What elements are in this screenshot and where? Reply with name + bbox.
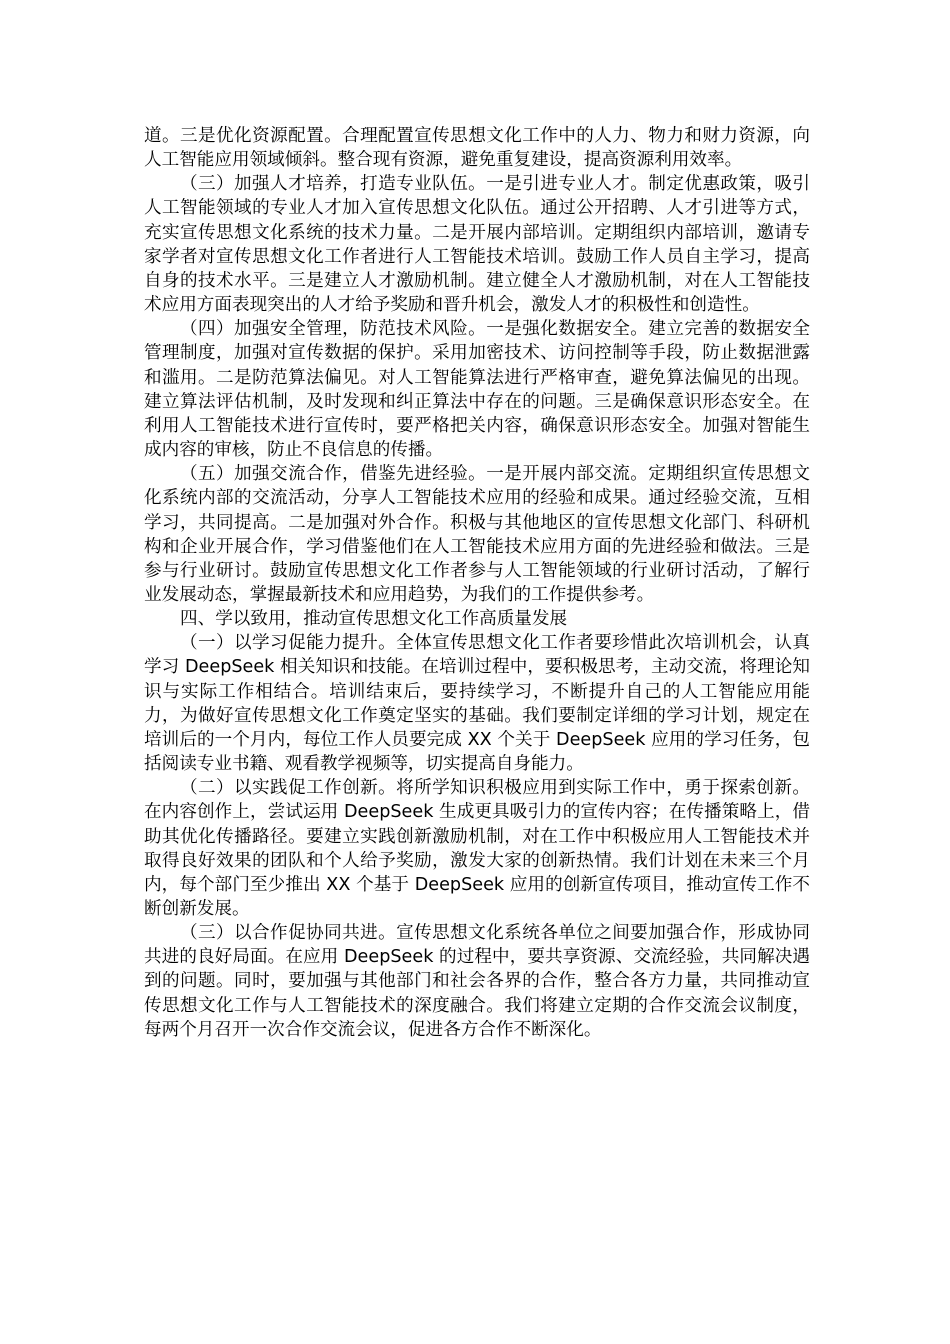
- section-heading-four: 四、学以致用，推动宣传思想文化工作高质量发展: [180, 609, 568, 630]
- paragraph-security-management: （四）加强安全管理，防范技术风险。一是强化数据安全。建立完善的数据安全管理制度，加强对宣传数据的保护。采用加密技术、访问控制等手段，防止数据泄露和滥用。二是防范算法偏见。对人工智能算法进行严格审查，避免算法偏见的出现。建立算法评估机制，及时发现和纠正算法中存在的问题。三是确保意识形态安全。在利用人工智能技术进行宣传时，要严格把关内容，确保意识形态安全。加强对智能生成内容的审核，防止不良信息的传播。: [144, 319, 810, 461]
- paragraph-learning-ability: （一）以学习促能力提升。全体宣传思想文化工作者要珍惜此次培训机会，认真学习 DeepSeek 相关知识和技能。在培训过程中，要积极思考，主动交流，将理论知识与实际工作相结合。培训结束后，要持续学习，不断提升自己的人工智能应用能力，为做好宣传思想文化工作奠定坚实的基础。我们要制定详细的学习计划，规定在培训后的一个月内，每位工作人员要完成 XX 个关于 DeepSeek 应用的学习任务，包括阅读专业书籍、观看教学视频等，切实提高自身能力。: [144, 633, 810, 775]
- paragraph-practice-innovation: （二）以实践促工作创新。将所学知识积极应用到实际工作中，勇于探索创新。在内容创作上，尝试运用 DeepSeek 生成更具吸引力的宣传内容；在传播策略上，借助其优化传播路径。要建立实践创新激励机制，对在工作中积极应用人工智能技术并取得良好效果的团队和个人给予奖励，激发大家的创新热情。我们计划在未来三个月内，每个部门至少推出 XX 个基于 DeepSeek 应用的创新宣传项目，推动宣传工作不断创新发展。: [144, 778, 810, 919]
- paragraph-exchange-cooperation: （五）加强交流合作，借鉴先进经验。一是开展内部交流。定期组织宣传思想文化系统内部的交流活动，分享人工智能技术应用的经验和成果。通过经验交流，互相学习，共同提高。二是加强对外合作。积极与其他地区的宣传思想文化部门、科研机构和企业开展合作，学习借鉴他们在人工智能技术应用方面的先进经验和做法。三是参与行业研讨。鼓励宣传思想文化工作者参与人工智能领域的行业研讨活动，了解行业发展动态，掌握最新技术和应用趋势，为我们的工作提供参考。: [144, 464, 810, 605]
- paragraph-collaboration: （三）以合作促协同共进。宣传思想文化系统各单位之间要加强合作，形成协同共进的良好局面。在应用 DeepSeek 的过程中，要共享资源、交流经验，共同解决遇到的问题。同时，要加强与其他部门和社会各界的合作，整合各方力量，共同推动宣传思想文化工作与人工智能技术的深度融合。我们将建立定期的合作交流会议制度，每两个月召开一次合作交流会议，促进各方合作不断深化。: [144, 923, 810, 1040]
- paragraph-talent-training: （三）加强人才培养，打造专业队伍。一是引进专业人才。制定优惠政策，吸引人工智能领域的专业人才加入宣传思想文化队伍。通过公开招聘、人才引进等方式，充实宣传思想文化系统的技术力量。二是开展内部培训。定期组织内部培训，邀请专家学者对宣传思想文化工作者进行人工智能技术培训。鼓励工作人员自主学习，提高自身的技术水平。三是建立人才激励机制。建立健全人才激励机制，对在人工智能技术应用方面表现突出的人才给予奖励和晋升机会，激发人才的积极性和创造性。: [144, 174, 810, 316]
- document-page: [144, 124, 810, 1042]
- paragraph-resource-allocation: 道。三是优化资源配置。合理配置宣传思想文化工作中的人力、物力和财力资源，向人工智能应用领域倾斜。整合现有资源，避免重复建设，提高资源利用效率。: [144, 126, 810, 171]
